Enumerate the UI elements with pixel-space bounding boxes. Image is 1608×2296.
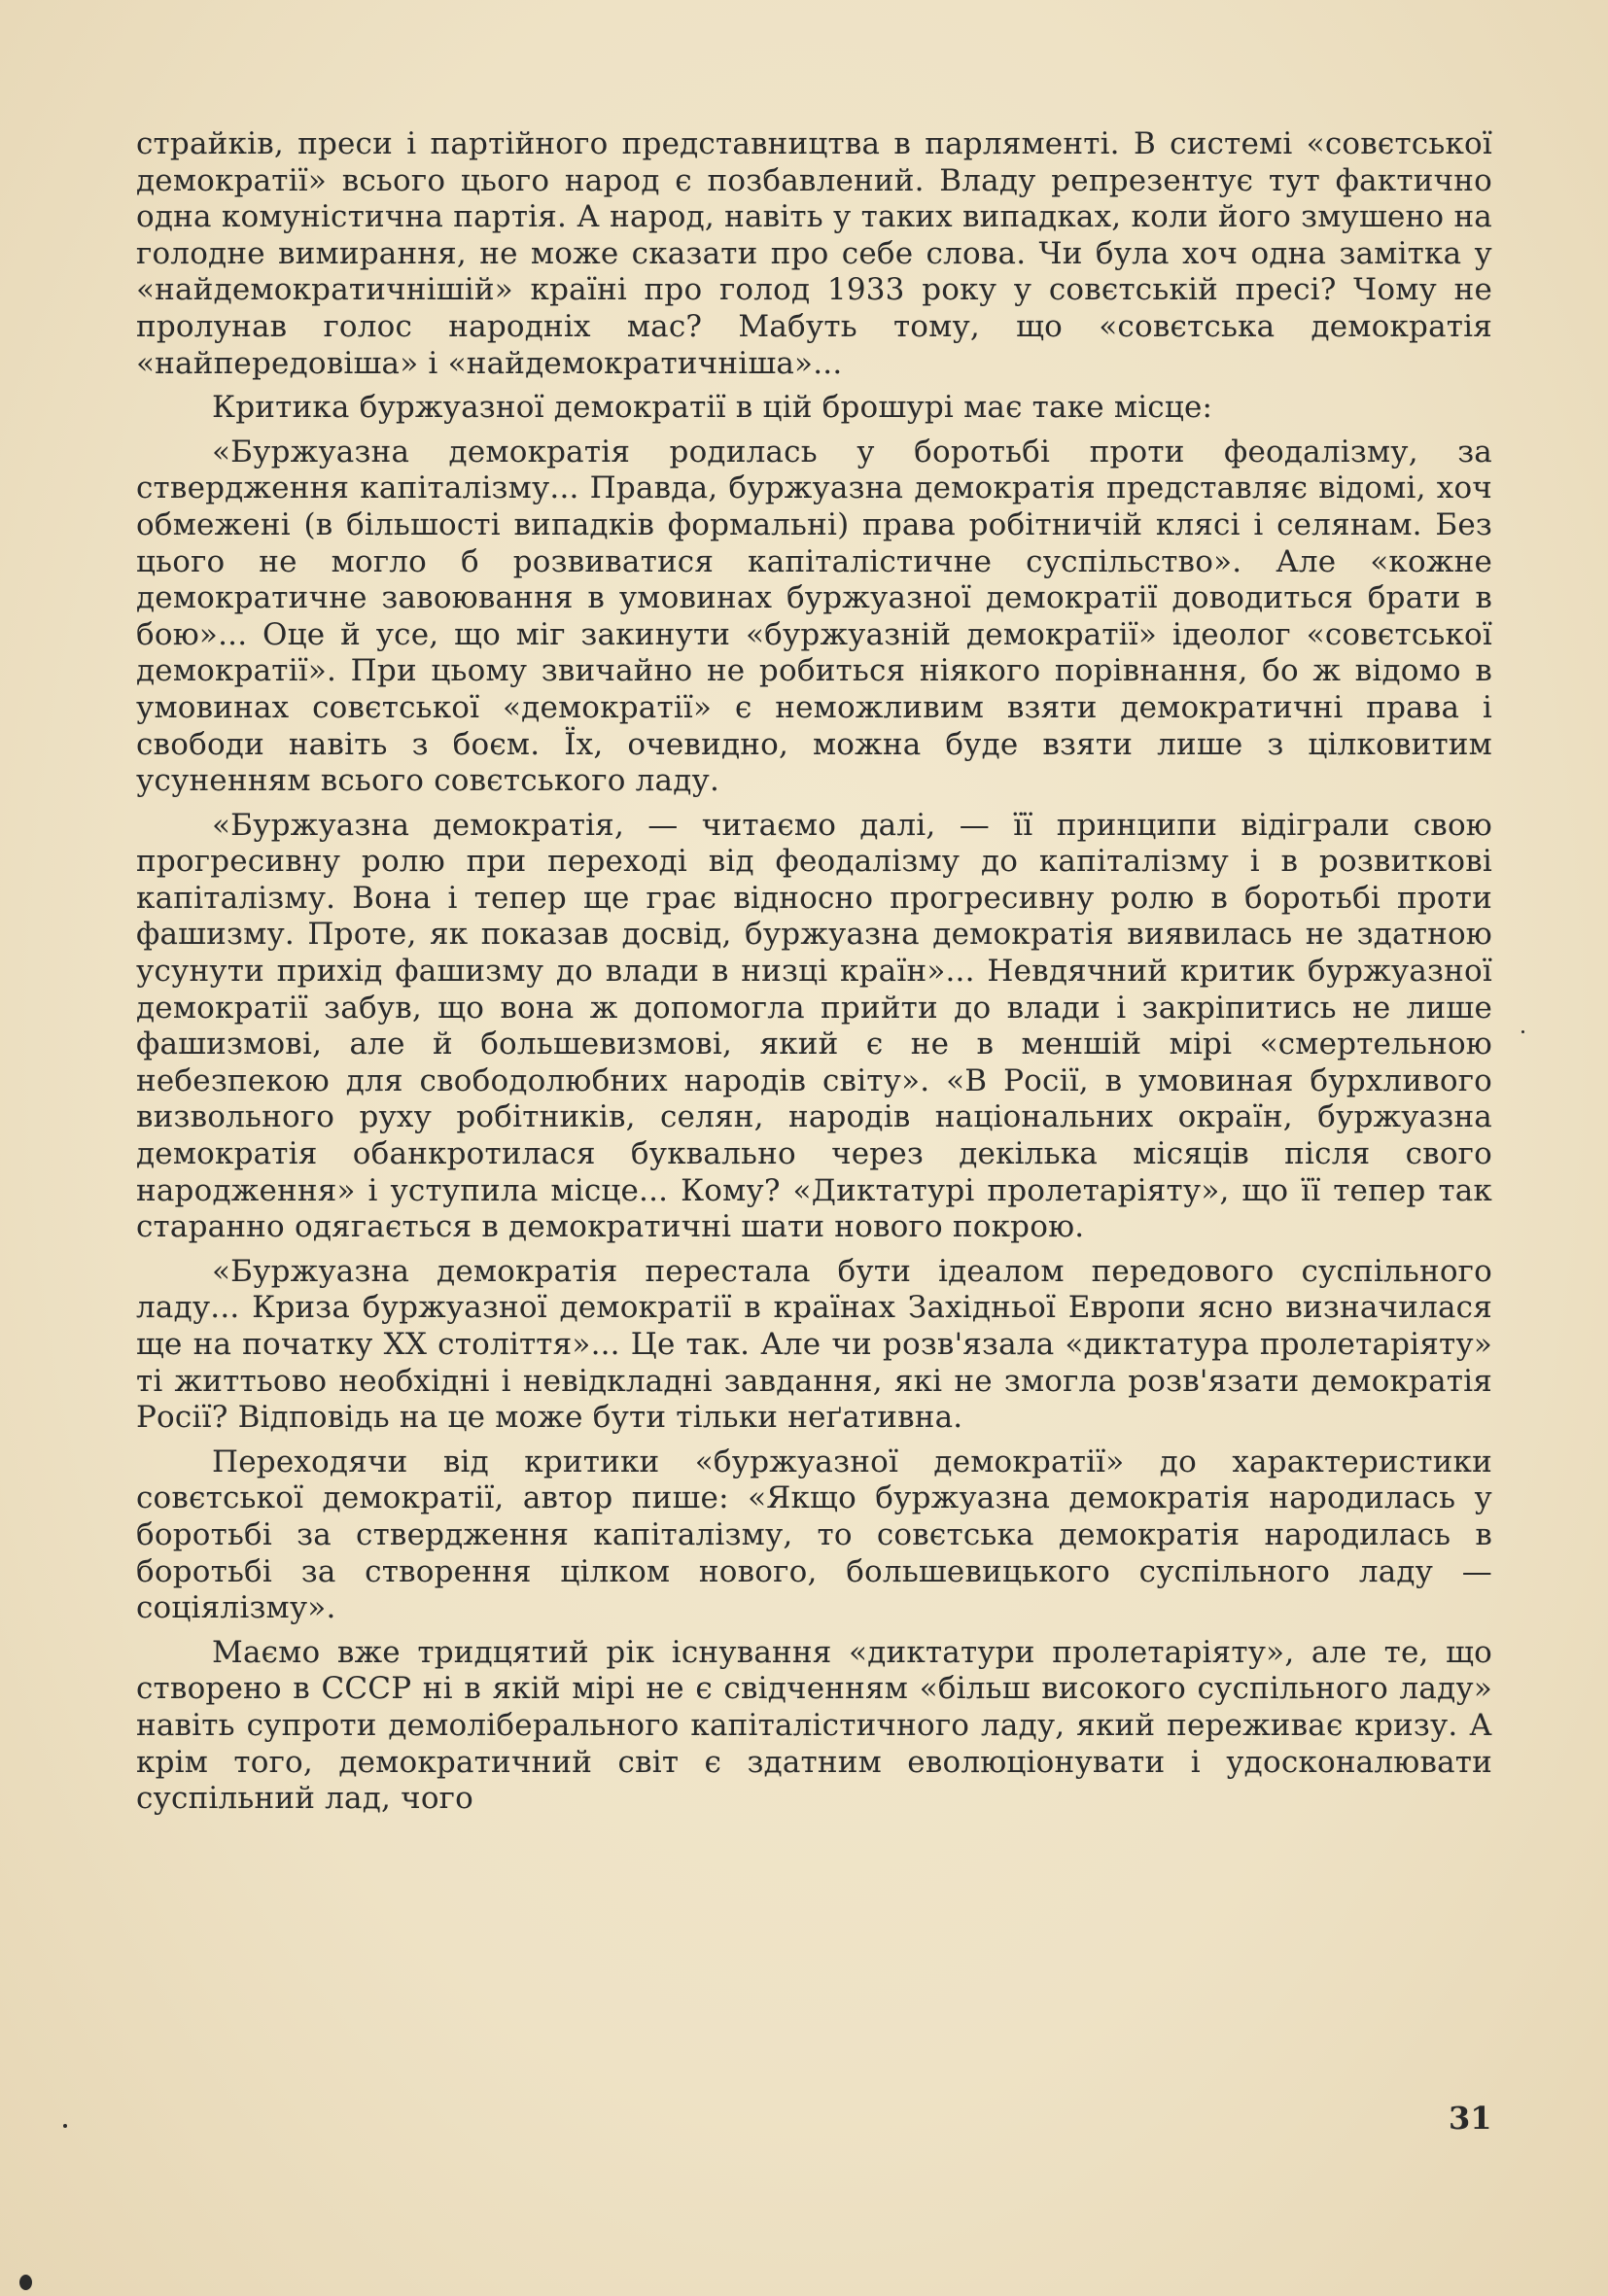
- paragraph: Переходячи від критики «буржуазної демократії» до характеристики совєтської демократії, автор пише: «Якщо буржуазна демократія народилась у боротьбі за ствердження капіталізму, то совєтська демократія народилась в боротьбі за створення цілком нового, большевицького суспільного ладу — соціялізму».: [136, 1444, 1492, 1626]
- paragraph: страйків, преси і партійного представництва в парляменті. В системі «совєтської демократії» всього цього народ є позбавлений. Владу репрезентує тут фактично одна комуністична партія. А народ, навіть у таких випадках, коли його змушено на голодне вимирання, не може сказати про себе слова. Чи була хоч одна замітка у «найдемократичнішій» країні про голод 1933 року у совєтській пресі? Чому не пролунав голос народніх мас? Мабуть тому, що «совєтська демократія «найпередовіша» і «найдемократичніша»...: [136, 126, 1492, 381]
- ink-speck: [1521, 1030, 1524, 1033]
- paragraph: «Буржуазна демократія родилась у боротьбі проти феодалізму, за ствердження капіталізму... Правда, буржуазна демократія представляє відомі, хоч обмежені (в більшості випадків формальні) права робітничій клясі і селянам. Без цього не могло б розвиватися капіталістичне суспільство». Але «кожне демократичне завоювання в умовинах буржуазної демократії доводиться брати в бою»... Оце й усе, що міг закинути «буржуазній демократії» ідеолог «совєтської демократії». При цьому звичайно не робиться ніякого порівнання, бо ж відомо в умовинах совєтської «демократії» є неможливим взяти демократичні права і свободи навіть з боєм. Їх, очевидно, можна буде взяти лише з цілковитим усуненням всього совєтського ладу.: [136, 434, 1492, 799]
- body-text: [136, 126, 1492, 1818]
- ink-speck: [63, 2124, 67, 2128]
- ink-speck: [19, 2275, 32, 2290]
- paragraph: Маємо вже тридцятий рік існування «диктатури пролетаріяту», але те, що створено в СССР ні в якій мірі не є свідченням «більш високого суспільного ладу» навіть супроти демоліберального капіталістичного ладу, який переживає кризу. А крім того, демократичний світ є здатним еволюціонувати і удосконалювати суспільний лад, чого: [136, 1634, 1492, 1817]
- page-number: 31: [1449, 2100, 1492, 2137]
- paragraph: Критика буржуазної демократії в цій брошурі має таке місце:: [212, 390, 1213, 426]
- paragraph: «Буржуазна демократія перестала бути ідеалом передового суспільного ладу... Криза буржуазної демократії в країнах Західньої Европи ясно визначилася ще на початку XX століття»... Це так. Але чи розв'язала «диктатура пролетаріяту» ті життьово необхідні і невідкладні завдання, які не змогла розв'язати демократія Росії? Відповідь на це може бути тільки неґативна.: [136, 1253, 1492, 1436]
- paragraph: «Буржуазна демократія, — читаємо далі, — її принципи відіграли свою прогресивну ролю при переході від феодалізму до капіталізму і в розвиткові капіталізму. Вона і тепер ще грає відносно прогресивну ролю в боротьбі проти фашизму. Проте, як показав досвід, буржуазна демократія виявилась не здатною усунути прихід фашизму до влади в низці країн»... Невдячний критик буржуазної демократії забув, що вона ж допомогла прийти до влади і закріпитись не лише фашизмові, але й большевизмові, який є не в меншій мірі «смертельною небезпекою для свободолюбних народів світу». «В Росії, в умовиная бурхливого визвольного руху робітників, селян, народів національних окраїн, буржуазна демократія обанкротилася буквально через декілька місяців після свого народження» і уступила місце... Кому? «Диктатурі пролетаріяту», що її тепер так старанно одягається в демократичні шати нового покрою.: [136, 807, 1492, 1245]
